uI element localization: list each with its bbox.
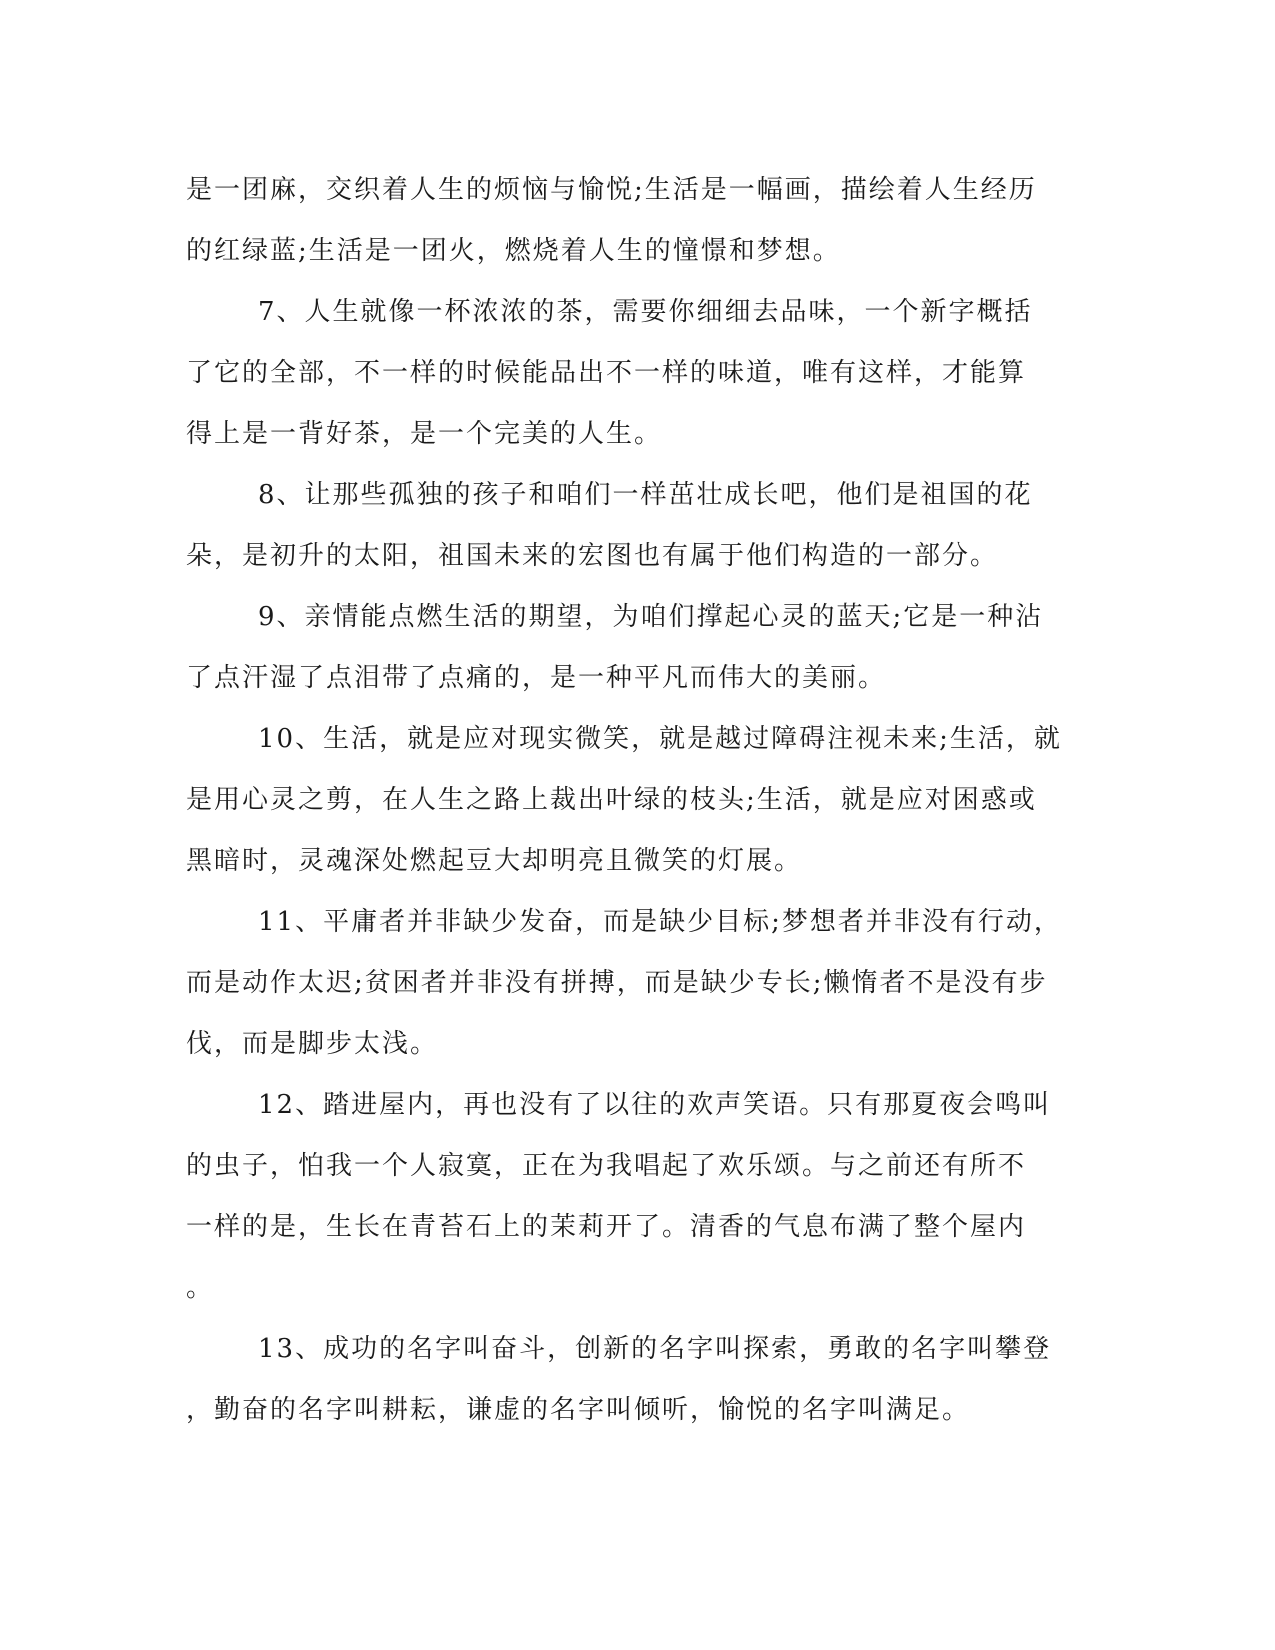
text-line: 9、亲情能点燃生活的期望，为咱们撑起心灵的蓝天;它是一种沾 (258, 602, 1044, 632)
body-text (186, 160, 1066, 1441)
paragraph-item-12 (186, 1075, 1066, 1319)
text-line: 伐，而是脚步太浅。 (186, 1029, 439, 1059)
text-line: 黑暗时，灵魂深处燃起豆大却明亮且微笑的灯展。 (186, 846, 803, 876)
paragraph-item-11 (186, 892, 1066, 1075)
paragraph-item-10 (186, 709, 1066, 892)
text-line: 的虫子，怕我一个人寂寞，正在为我唱起了欢乐颂。与之前还有所不 (186, 1151, 1027, 1181)
text-line: 是一团麻，交织着人生的烦恼与愉悦;生活是一幅画，描绘着人生经历 (186, 175, 1037, 205)
text-line: 了点汗湿了点泪带了点痛的，是一种平凡而伟大的美丽。 (186, 663, 887, 693)
text-line: 是用心灵之剪，在人生之路上裁出叶绿的枝头;生活，就是应对困惑或 (186, 785, 1037, 815)
text-line: ，勤奋的名字叫耕耘，谦虚的名字叫倾听，愉悦的名字叫满足。 (186, 1395, 971, 1425)
paragraph-item-13 (186, 1319, 1066, 1441)
text-line: 7、人生就像一杯浓浓的茶，需要你细细去品味，一个新字概括 (258, 297, 1033, 327)
text-line: 8、让那些孤独的孩子和咱们一样茁壮成长吧，他们是祖国的花 (258, 480, 1033, 510)
paragraph-continuation (186, 160, 1066, 282)
text-line: 13、成功的名字叫奋斗，创新的名字叫探索，勇敢的名字叫攀登 (258, 1334, 1052, 1364)
paragraph-item-9 (186, 587, 1066, 709)
text-line: 11、平庸者并非缺少发奋，而是缺少目标;梦想者并非没有行动， (258, 907, 1062, 937)
text-line: 朵，是初升的太阳，祖国未来的宏图也有属于他们构造的一部分。 (186, 541, 999, 571)
text-line: 的红绿蓝;生活是一团火，燃烧着人生的憧憬和梦想。 (186, 236, 841, 266)
text-line: 而是动作太迟;贫困者并非没有拼搏，而是缺少专长;懒惰者不是没有步 (186, 968, 1048, 998)
paragraph-item-8 (186, 465, 1066, 587)
text-line: 得上是一背好茶，是一个完美的人生。 (186, 419, 663, 449)
text-line: 了它的全部，不一样的时候能品出不一样的味道，唯有这样，才能算 (186, 358, 1027, 388)
text-line: 12、踏进屋内，再也没有了以往的欢声笑语。只有那夏夜会鸣叫 (258, 1090, 1052, 1120)
text-line: 一样的是，生长在青苔石上的茉莉开了。清香的气息布满了整个屋内 (186, 1212, 1027, 1242)
text-line: 10、生活，就是应对现实微笑，就是越过障碍注视未来;生活，就 (258, 724, 1062, 754)
text-line: 。 (186, 1273, 215, 1303)
paragraph-item-7 (186, 282, 1066, 465)
